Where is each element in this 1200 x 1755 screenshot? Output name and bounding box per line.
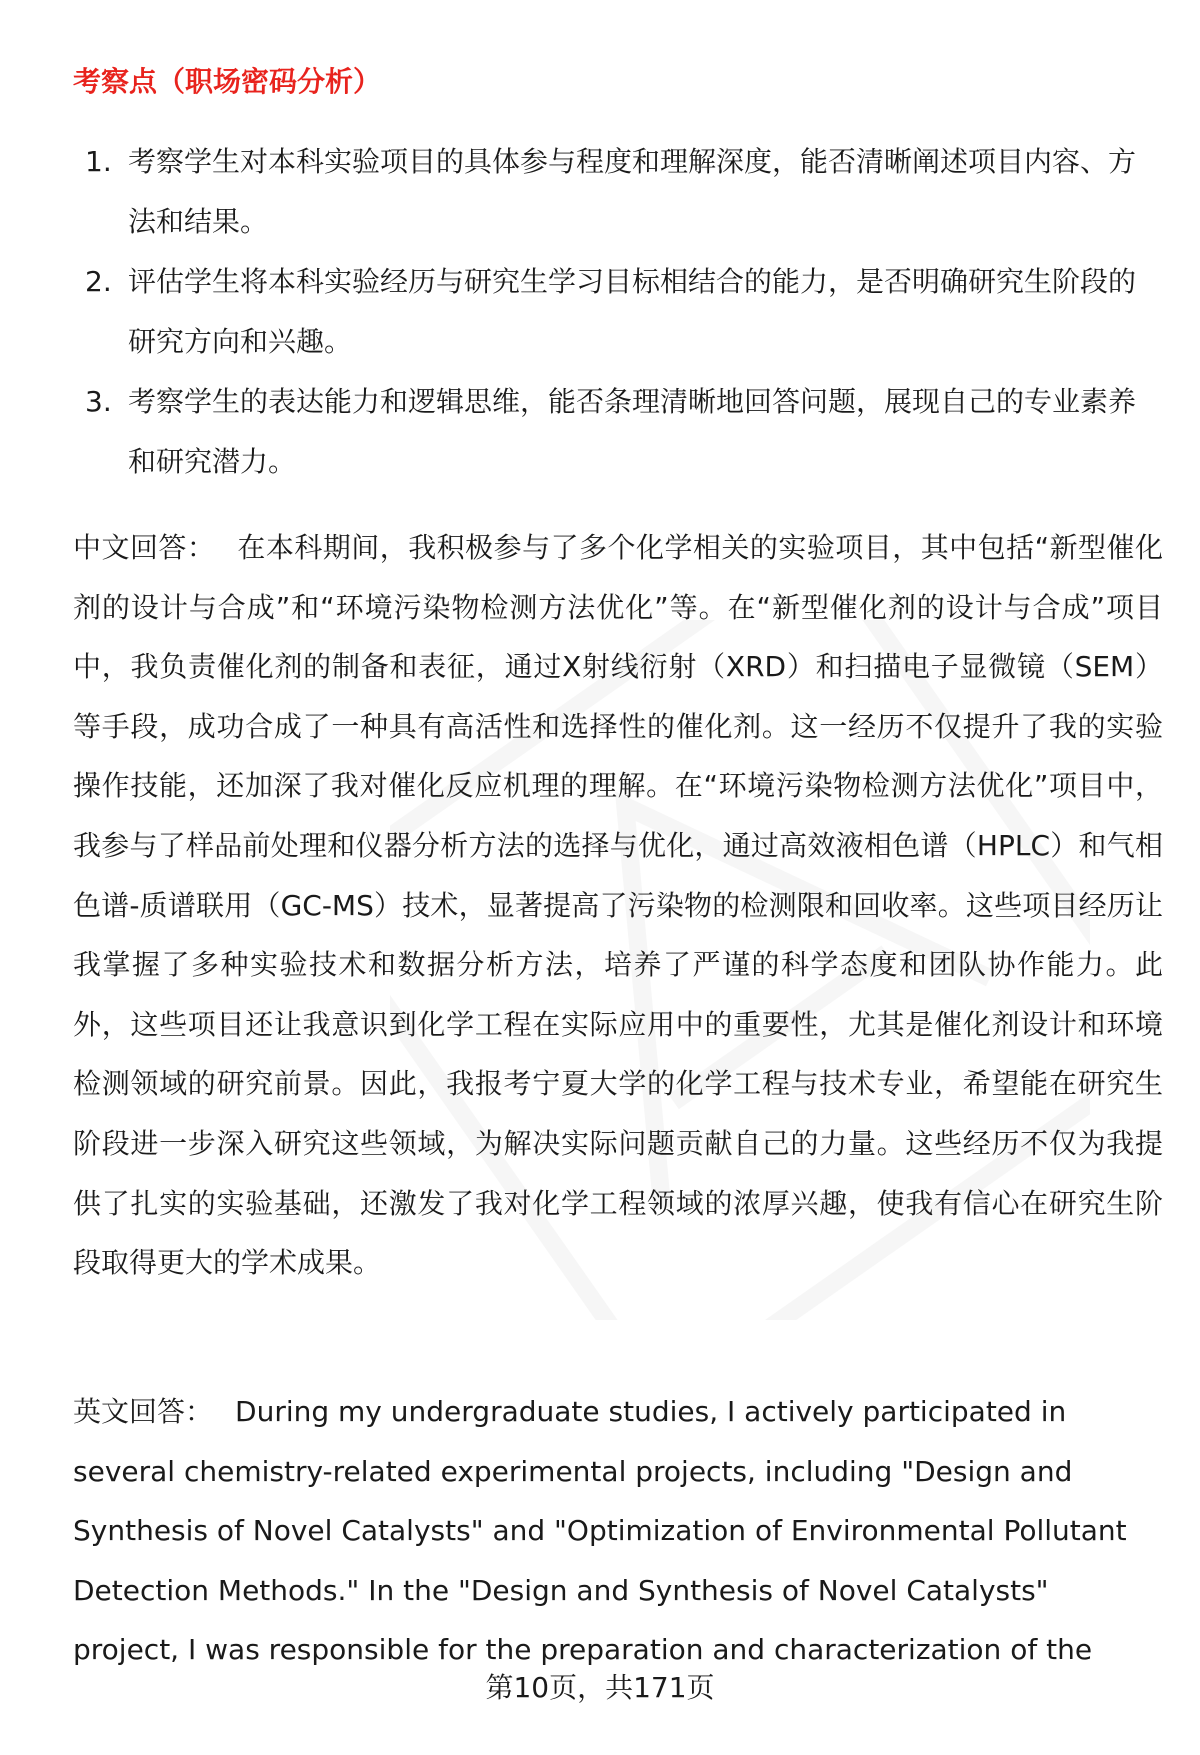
list-item-number: 1.	[85, 145, 112, 178]
list-item-text: 考察学生对本科实验项目的具体参与程度和理解深度，能否清晰阐述项目内容、方法和结果。	[128, 145, 1137, 238]
list-item-number: 3.	[85, 385, 112, 418]
list-item-text: 评估学生将本科实验经历与研究生学习目标相结合的能力，是否明确研究生阶段的研究方向和兴趣。	[128, 265, 1137, 358]
english-answer-label: 英文回答：	[73, 1395, 214, 1428]
exam-points-list	[73, 132, 1153, 492]
list-item-number: 2.	[85, 265, 112, 298]
chinese-answer-paragraph	[73, 518, 1163, 1293]
list-item	[73, 252, 1153, 372]
chinese-answer-text: 在本科期间，我积极参与了多个化学相关的实验项目，其中包括“新型催化剂的设计与合成”和“环境污染物检测方法优化”等。在“新型催化剂的设计与合成”项目中，我负责催化剂的制备和表征，通过X射线衍射（XRD）和扫描电子显微镜（SEM）等手段，成功合成了一种具有高活性和选择性的催化剂。这一经历不仅提升了我的实验操作技能，还加深了我对催化反应机理的理解。在“环境污染物检测方法优化”项目中，我参与了样品前处理和仪器分析方法的选择与优化，通过高效液相色谱（HPLC）和气相色谱-质谱联用（GC-MS）技术，显著提高了污染物的检测限和回收率。这些项目经历让我掌握了多种实验技术和数据分析方法，培养了严谨的科学态度和团队协作能力。此外，这些项目还让我意识到化学工程在实际应用中的重要性，尤其是催化剂设计和环境检测领域的研究前景。因此，我报考宁夏大学的化学工程与技术专业，希望能在研究生阶段进一步深入研究这些领域，为解决实际问题贡献自己的力量。这些经历不仅为我提供了扎实的实验基础，还激发了我对化学工程领域的浓厚兴趣，使我有信心在研究生阶段取得更大的学术成果。	[73, 531, 1163, 1280]
chinese-answer-label: 中文回答：	[73, 531, 216, 564]
page-number-footer: 第10页，共171页	[485, 1671, 715, 1704]
list-item	[73, 132, 1153, 252]
section-title: 考察点（职场密码分析）	[73, 65, 382, 98]
list-item-text: 考察学生的表达能力和逻辑思维，能否条理清晰地回答问题，展现自己的专业素养和研究潜力。	[128, 385, 1137, 478]
list-item	[73, 372, 1153, 492]
english-answer-paragraph	[73, 1382, 1163, 1680]
english-answer-text: During my undergraduate studies, I actively participated in several chemistry-related experimental projects, including "Design and Synthesis of Novel Catalysts" and "Optimization of Environmental Pollutant Detection Methods." In the "Design and Synthesis of Novel Catalysts" project, I was responsible for the preparation and characterization of the	[73, 1395, 1127, 1667]
